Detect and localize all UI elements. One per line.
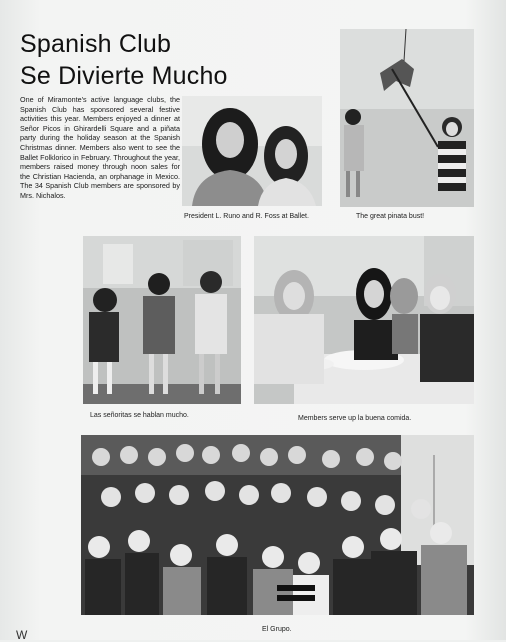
page-folio: W [16,628,28,642]
caption-group: El Grupo. [262,626,292,633]
title-line-1: Spanish Club [20,30,172,58]
photo-senoritas [83,236,241,404]
photo-serving-food [254,236,474,404]
caption-president-ballet: President L. Runo and R. Foss at Ballet. [184,213,309,220]
article-title [20,28,340,92]
photo-group [81,435,474,615]
article-body: One of Miramonte's active language clubs, the Spanish Club has sponsored several festive activities this year. Members enjoyed a dinner at Señor Picos in Ghirardelli Square and a piñata party during the holiday season at the Spanish Christmas dinner. Members also went to see the Ballet Folklorico in February. Throughout the year, members raised money through noon sales for the Christian Hacienda, an orphanage in Mexico. The 34 Spanish Club members are sponsored by Mrs. Nichalos. [20,95,180,200]
caption-serving-food: Members serve up la buena comida. [298,415,412,422]
title-line-2: Se Divierte Mucho [20,62,228,90]
photo-president-ballet [182,96,322,206]
photo-pinata [340,29,474,207]
caption-senoritas: Las señoritas se hablan mucho. [90,412,189,419]
caption-pinata: The great pinata bust! [356,213,425,220]
